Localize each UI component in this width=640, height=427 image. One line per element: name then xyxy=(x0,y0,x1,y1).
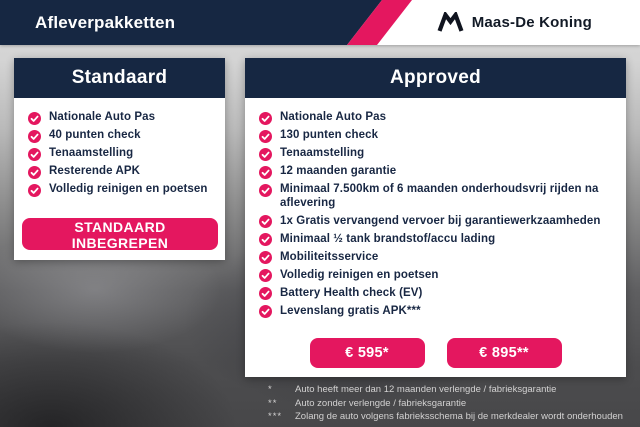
checklist-item xyxy=(28,165,217,179)
check-icon xyxy=(259,251,272,264)
checklist-item-label: Minimaal ½ tank brandstof/accu lading xyxy=(280,232,496,245)
checklist-item-label: 130 punten check xyxy=(280,129,379,141)
footnote-row xyxy=(268,410,628,424)
checklist-item xyxy=(28,129,217,143)
card-approved-title: Approved xyxy=(245,58,626,98)
brand-name: Maas-De Koning xyxy=(471,14,592,31)
card-standaard-title: Standaard xyxy=(14,58,225,98)
checklist-item xyxy=(259,183,618,210)
price-895-button[interactable]: € 895** xyxy=(447,338,562,368)
checklist-item xyxy=(259,233,618,247)
checklist-item xyxy=(259,147,618,161)
checklist-item-label: Nationale Auto Pas xyxy=(49,111,156,123)
checklist-item xyxy=(259,215,618,229)
checklist-item-label: Battery Health check (EV) xyxy=(280,286,423,299)
footnote-marker: * xyxy=(268,384,273,395)
checklist-item xyxy=(259,129,618,143)
footnote-marker: ** xyxy=(268,397,278,409)
footnote-text: Auto zonder verlengde / fabrieksgarantie xyxy=(295,397,467,409)
price-row xyxy=(245,338,626,368)
check-icon xyxy=(259,305,272,318)
approved-checklist xyxy=(245,98,626,318)
check-icon xyxy=(28,166,41,179)
check-icon xyxy=(259,112,272,125)
checklist-item-label: Resterende APK xyxy=(49,165,141,177)
checklist-item-label: Tenaamstelling xyxy=(280,147,365,159)
checklist-item-label: Nationale Auto Pas xyxy=(280,111,387,123)
checklist-item-label: 1x Gratis vervangend vervoer bij garantiewerkzaamheden xyxy=(280,214,601,227)
checklist-item-label: Minimaal 7.500km of 6 maanden onderhoudsvrij rijden na aflevering xyxy=(280,183,599,209)
checklist-item xyxy=(28,183,217,197)
footnote-row xyxy=(268,383,628,397)
checklist-item-label: Volledig reinigen en poetsen xyxy=(280,268,439,281)
check-icon xyxy=(259,148,272,161)
card-approved xyxy=(245,58,626,377)
check-icon xyxy=(28,112,41,125)
check-icon xyxy=(259,269,272,282)
footnote-marker: *** xyxy=(268,411,283,422)
check-icon xyxy=(259,287,272,300)
checklist-item-label: Mobiliteitsservice xyxy=(280,250,379,263)
checklist-item xyxy=(259,251,618,265)
checklist-item xyxy=(259,305,618,319)
check-icon xyxy=(259,184,272,197)
footnote-text: Auto heeft meer dan 12 maanden verlengde / fabrieksgarantie xyxy=(295,384,557,395)
check-icon xyxy=(28,148,41,161)
header-bar xyxy=(0,0,640,45)
check-icon xyxy=(28,184,41,197)
standaard-checklist xyxy=(14,98,225,197)
check-icon xyxy=(28,130,41,143)
checklist-item-label: Volledig reinigen en poetsen xyxy=(49,183,208,195)
price-595-button[interactable]: € 595* xyxy=(310,338,425,368)
checklist-item xyxy=(259,269,618,283)
card-standaard xyxy=(14,58,225,260)
brand xyxy=(437,0,592,45)
check-icon xyxy=(259,233,272,246)
checklist-item-label: 40 punten check xyxy=(49,129,141,141)
checklist-item-label: Tenaamstelling xyxy=(49,147,134,159)
checklist-item xyxy=(259,287,618,301)
check-icon xyxy=(259,166,272,179)
footnote-row xyxy=(268,397,628,411)
checklist-item xyxy=(259,165,618,179)
brand-logo-m-icon xyxy=(437,12,464,33)
page-title: Afleverpakketten xyxy=(35,13,176,32)
checklist-item xyxy=(259,111,618,125)
footnote-text: Zolang de auto volgens fabrieksschema bij de merkdealer wordt onderhouden xyxy=(295,411,623,422)
checklist-item-label: 12 maanden garantie xyxy=(280,165,397,177)
standaard-inbegrepen-button[interactable]: STANDAARD INBEGREPEN xyxy=(22,218,218,250)
checklist-item xyxy=(28,111,217,125)
check-icon xyxy=(259,130,272,143)
check-icon xyxy=(259,215,272,228)
checklist-item-label: Levenslang gratis APK*** xyxy=(280,304,421,317)
checklist-item xyxy=(28,147,217,161)
footnotes xyxy=(268,383,628,424)
